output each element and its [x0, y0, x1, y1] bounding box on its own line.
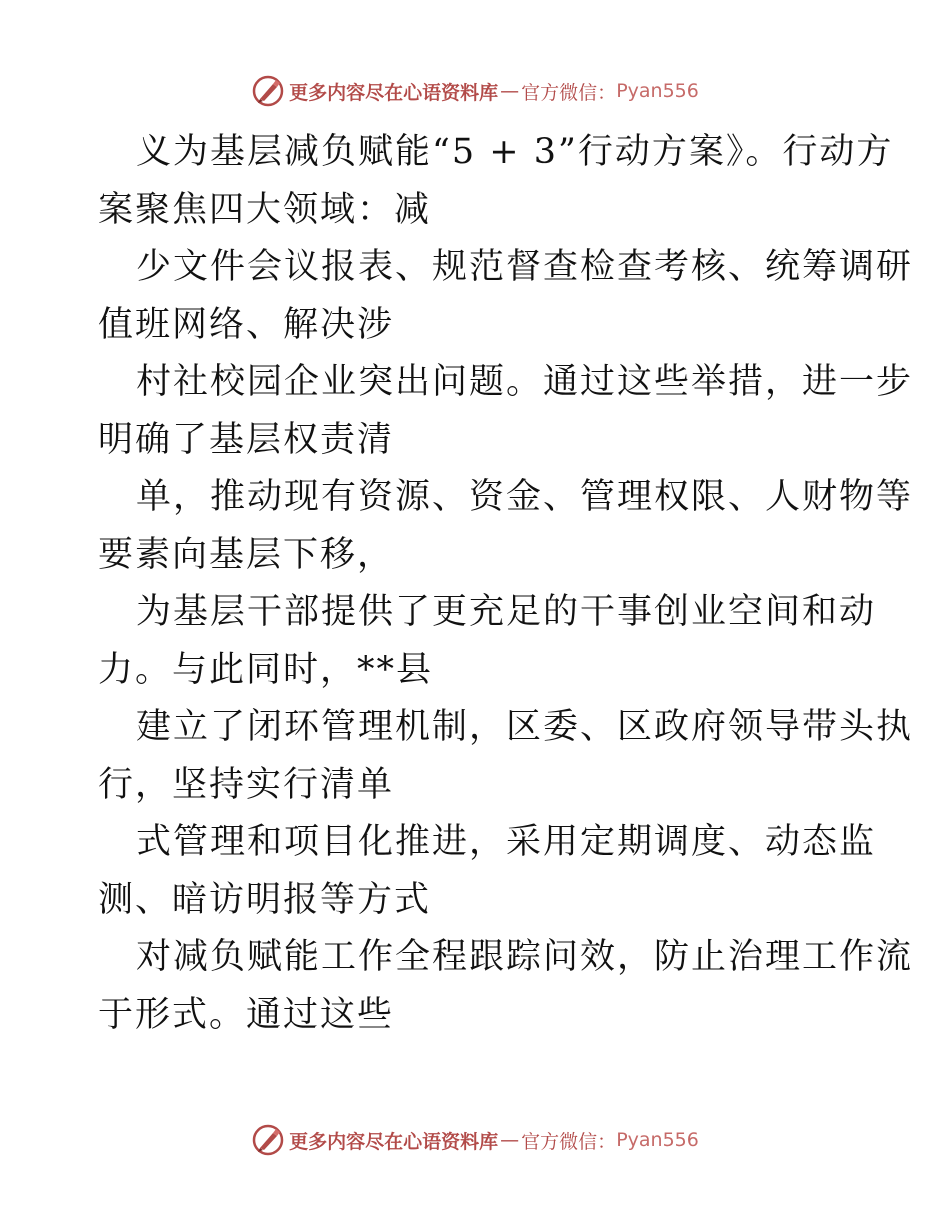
body-line: 单，推动现有资源、资金、管理权限、人财物等 — [136, 477, 914, 517]
body-line: 要素向基层下移， — [98, 534, 395, 575]
footer-banner — [0, 1120, 950, 1160]
header-banner — [0, 71, 950, 111]
body-line: 对减负赋能工作全程跟踪问效，防止治理工作流 — [136, 937, 914, 977]
body-line: 为基层干部提供了更充足的干事创业空间和动 — [136, 592, 877, 632]
header-separator: — — [500, 80, 520, 102]
body-line: 于形式。通过这些 — [98, 994, 395, 1035]
body-line: 少文件会议报表、规范督查检查考核、统筹调研 — [136, 247, 914, 287]
pen-logo-icon — [251, 74, 285, 108]
body-line: 行，坚持实行清单 — [98, 764, 395, 805]
body-line: 案聚焦四大领域：减 — [98, 189, 432, 230]
footer-contact-id: Pyan556 — [616, 1129, 699, 1151]
body-line: 值班网络、解决涉 — [98, 304, 395, 345]
body-line: 式管理和项目化推进，采用定期调度、动态监 — [136, 822, 877, 862]
body-line: 义为基层减负赋能“5 + 3”行动方案》。行动方 — [136, 132, 894, 172]
body-line: 建立了闭环管理机制，区委、区政府领导带头执 — [136, 707, 914, 747]
pen-logo-icon — [251, 1123, 285, 1157]
footer-contact-label: 官方微信： — [521, 1130, 617, 1153]
header-contact-label: 官方微信： — [521, 81, 617, 104]
header-promo-text: 更多内容尽在心语资料库 — [289, 81, 499, 104]
header-contact-id: Pyan556 — [616, 80, 699, 102]
document-body — [98, 124, 914, 1044]
body-line: 村社校园企业突出问题。通过这些举措，进一步 — [136, 362, 914, 402]
footer-promo-text: 更多内容尽在心语资料库 — [289, 1130, 499, 1153]
body-line: 明确了基层权责清 — [98, 419, 395, 460]
footer-separator: — — [500, 1129, 520, 1151]
body-line: 测、暗访明报等方式 — [98, 879, 432, 920]
body-line: 力。与此同时，**县 — [98, 649, 434, 690]
